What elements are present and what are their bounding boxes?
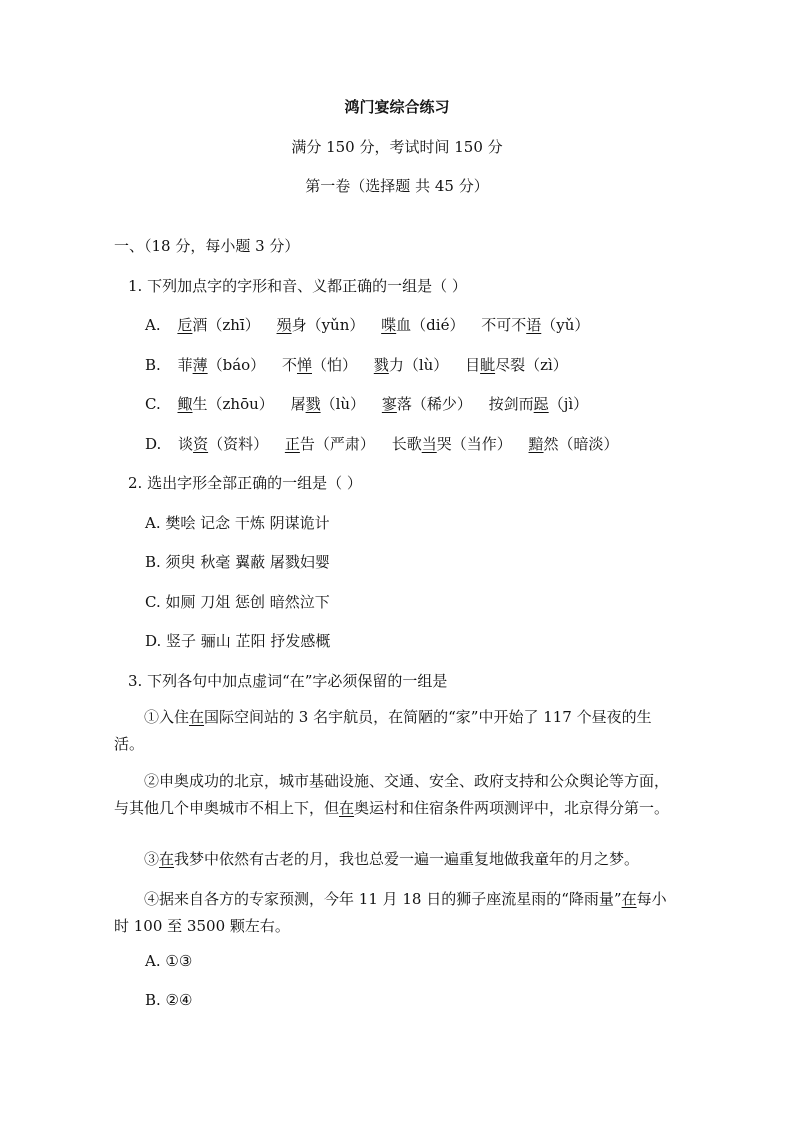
question-3-sentence-2: ②申奥成功的北京，城市基础设施、交通、安全、政府支持和公众舆论等方面，与其他几个申奥城市不相上下，但在奥运村和住宿条件两项测评中，北京得分第一。 <box>114 772 670 817</box>
part-heading: 第一卷（选择题 共 45 分） <box>305 177 489 195</box>
option-item: 寥落（稀少） <box>381 395 472 413</box>
option-item: 殒身（yǔn） <box>276 316 365 334</box>
option-item: 菲薄（báo） <box>177 356 266 374</box>
option-item: 喋血（dié） <box>381 316 465 334</box>
question-1-option-a: A. 卮酒（zhī） 殒身（yǔn） 喋血（dié） 不可不语（yǔ） <box>145 316 590 334</box>
question-1-option-c: C. 鲰生（zhōu） 屠戮（lù） 寥落（稀少） 按剑而跽（jì） <box>145 395 589 413</box>
question-1-stem: 1. 下列加点字的字形和音、义都正确的一组是（ ） <box>128 277 467 295</box>
option-item: 戮力（lù） <box>373 356 449 374</box>
question-3-stem: 3. 下列各句中加点虚词“在”字必须保留的一组是 <box>128 672 448 690</box>
option-item: 屠戮（lù） <box>290 395 366 413</box>
option-item: 目眦尽裂（zì） <box>465 356 568 374</box>
option-item: 正告（严肃） <box>284 435 375 453</box>
option-item: 长歌当哭（当作） <box>391 435 512 453</box>
option-item: 不可不语（yǔ） <box>481 316 590 334</box>
question-3-sentence-1: ①入住在国际空间站的 3 名宇航员，在简陋的“家”中开始了 117 个昼夜的生活。 <box>114 708 652 753</box>
question-2-option-a: A. 樊哙 记念 干炼 阴谋诡计 <box>145 514 330 532</box>
question-2-stem: 2. 选出字形全部正确的一组是（ ） <box>128 474 362 492</box>
question-3-option-a: A. ①③ <box>145 952 193 970</box>
option-item: 不惮（怕） <box>281 356 358 374</box>
option-item: 按剑而跽（jì） <box>488 395 589 413</box>
question-2-option-d: D. 竖子 骊山 芷阳 抒发感概 <box>145 632 331 650</box>
question-2-option-c: C. 如厕 刀俎 惩创 暗然泣下 <box>145 593 330 611</box>
question-1-option-b: B. 菲薄（báo） 不惮（怕） 戮力（lù） 目眦尽裂（zì） <box>145 356 568 374</box>
document-title: 鸿门宴综合练习 <box>344 98 450 116</box>
score-time-info: 满分 150 分，考试时间 150 分 <box>291 138 503 156</box>
question-1-option-d: D. 谈资（资料） 正告（严肃） 长歌当哭（当作） 黯然（暗淡） <box>145 435 619 453</box>
question-2-option-b: B. 须臾 秋毫 翼蔽 屠戮妇婴 <box>145 553 330 571</box>
option-item: 谈资（资料） <box>178 435 269 453</box>
question-3-option-b: B. ②④ <box>145 991 193 1009</box>
option-item: 鲰生（zhōu） <box>177 395 274 413</box>
question-3-sentence-3: ③在我梦中依然有古老的月，我也总爱一遍一遍重复地做我童年的月之梦。 <box>144 850 640 868</box>
question-3-sentence-4: ④据来自各方的专家预测，今年 11 月 18 日的狮子座流星雨的“降雨量”在每小时 100 至 3500 颗左右。 <box>114 890 667 935</box>
option-item: 卮酒（zhī） <box>177 316 260 334</box>
section-heading: 一、（18 分，每小题 3 分） <box>114 237 300 255</box>
option-item: 黯然（暗淡） <box>528 435 619 453</box>
